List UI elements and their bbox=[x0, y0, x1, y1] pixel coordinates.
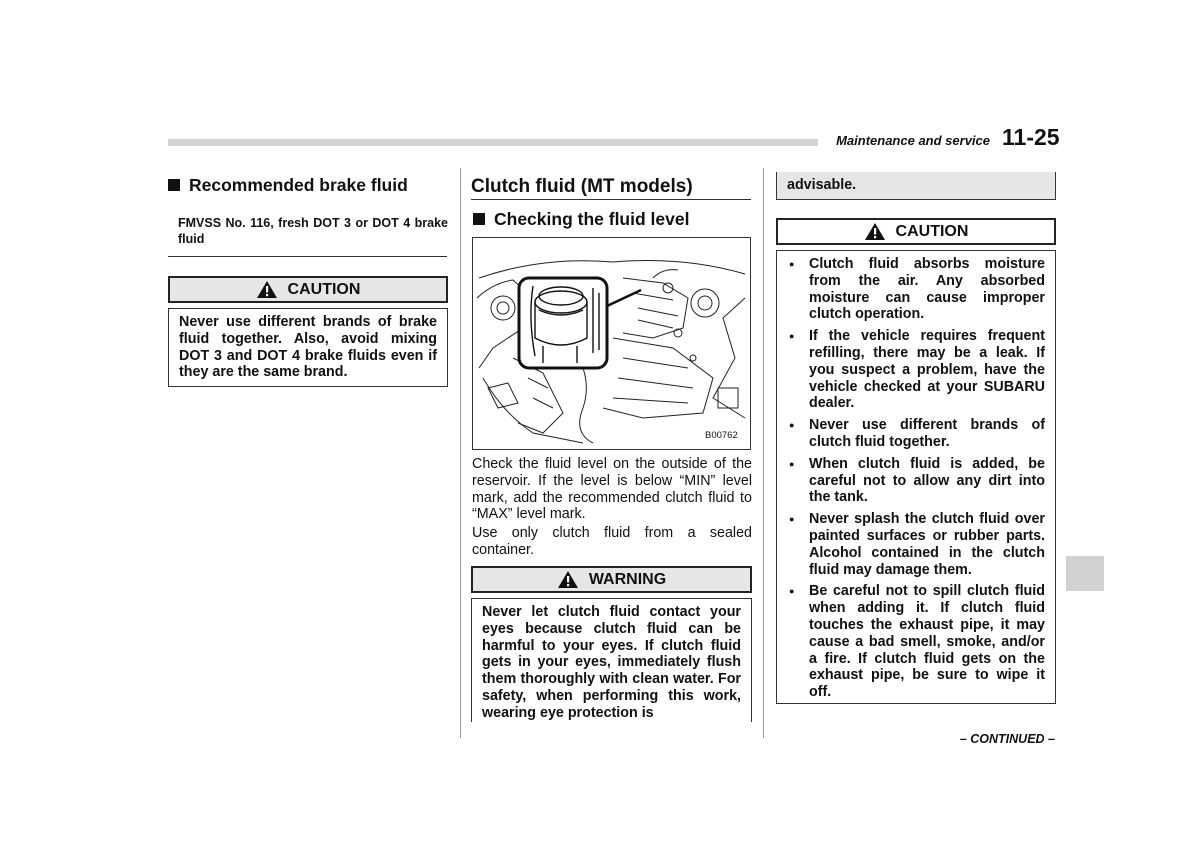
clutch-caution-header bbox=[776, 218, 1056, 245]
checking-heading bbox=[473, 209, 689, 230]
clutch-caution-list-box bbox=[776, 250, 1056, 704]
page-number: 11-25 bbox=[1002, 124, 1060, 150]
brake-fluid-spec: FMVSS No. 116, fresh DOT 3 or DOT 4 brake fluid bbox=[178, 216, 448, 246]
engine-bay-illustration bbox=[473, 238, 750, 449]
title-rule bbox=[471, 199, 751, 200]
column-divider-left bbox=[460, 168, 461, 738]
brake-caution-header bbox=[168, 276, 448, 303]
engine-bay-figure bbox=[472, 237, 751, 450]
warning-triangle-icon bbox=[256, 280, 278, 299]
clutch-warning-header bbox=[471, 566, 752, 593]
clutch-caution-label: CAUTION bbox=[895, 222, 969, 240]
continued-footer: – CONTINUED – bbox=[959, 732, 1055, 746]
chapter-tab bbox=[1066, 556, 1104, 591]
checking-heading-text: Checking the fluid level bbox=[494, 209, 690, 229]
brake-caution-label: CAUTION bbox=[287, 280, 361, 298]
brake-fluid-heading bbox=[168, 175, 408, 196]
caution-bullet-3: ● Never use different brands of clutch fluid together. bbox=[787, 417, 1045, 451]
clutch-warning-label: WARNING bbox=[588, 570, 667, 588]
caution-bullet-6: ● Be careful not to spill clutch fluid when adding it. If clutch fluid touches the exhaust pipe, it may cause a bad smell, smoke, and/or a fire. If clutch fluid gets on the exhaust pipe, be sure to wipe it off. bbox=[787, 583, 1045, 701]
clutch-caution-list bbox=[787, 256, 1045, 701]
header-bar bbox=[168, 139, 818, 146]
sealed-container-paragraph: Use only clutch fluid from a sealed container. bbox=[472, 525, 752, 558]
check-level-paragraph: Check the fluid level on the outside of the reservoir. If the level is below “MIN” level mark, add the recommended clutch fluid to “MAX” level mark. bbox=[472, 456, 752, 523]
warning-triangle-icon bbox=[557, 570, 579, 589]
section-title: Maintenance and service bbox=[836, 133, 990, 148]
caution-bullet-5: ● Never splash the clutch fluid over painted surfaces or rubber parts. Alcohol contained in the clutch fluid may damage them. bbox=[787, 511, 1045, 578]
brake-caution-text: Never use different brands of brake fluid together. Also, avoid mixing DOT 3 and DOT 4 brake fluids even if they are the same brand. bbox=[168, 308, 448, 387]
spec-rule bbox=[168, 256, 447, 257]
column-divider-right bbox=[763, 168, 764, 738]
square-bullet-icon bbox=[168, 179, 180, 191]
caution-bullet-1: ● Clutch fluid absorbs moisture from the air. Any absorbed moisture can cause improper clutch operation. bbox=[787, 256, 1045, 323]
clutch-warning-text: Never let clutch fluid contact your eyes because clutch fluid can be harmful to your eyes. If clutch fluid gets in your eyes, immediately flush them thoroughly with clean water. For safety, when performing this work, wearing eye protection is bbox=[471, 598, 752, 722]
warning-triangle-icon bbox=[864, 222, 886, 241]
caution-bullet-2: ● If the vehicle requires frequent refilling, there may be a leak. If you suspect a problem, have the vehicle checked at your SUBARU dealer. bbox=[787, 328, 1045, 412]
brake-fluid-heading-text: Recommended brake fluid bbox=[189, 175, 408, 195]
warning-continuation: advisable. bbox=[776, 172, 1056, 200]
square-bullet-icon bbox=[473, 213, 485, 225]
figure-code: B00762 bbox=[705, 430, 738, 441]
caution-bullet-4: ● When clutch fluid is added, be careful not to allow any dirt into the tank. bbox=[787, 456, 1045, 506]
clutch-fluid-title: Clutch fluid (MT models) bbox=[471, 176, 693, 197]
